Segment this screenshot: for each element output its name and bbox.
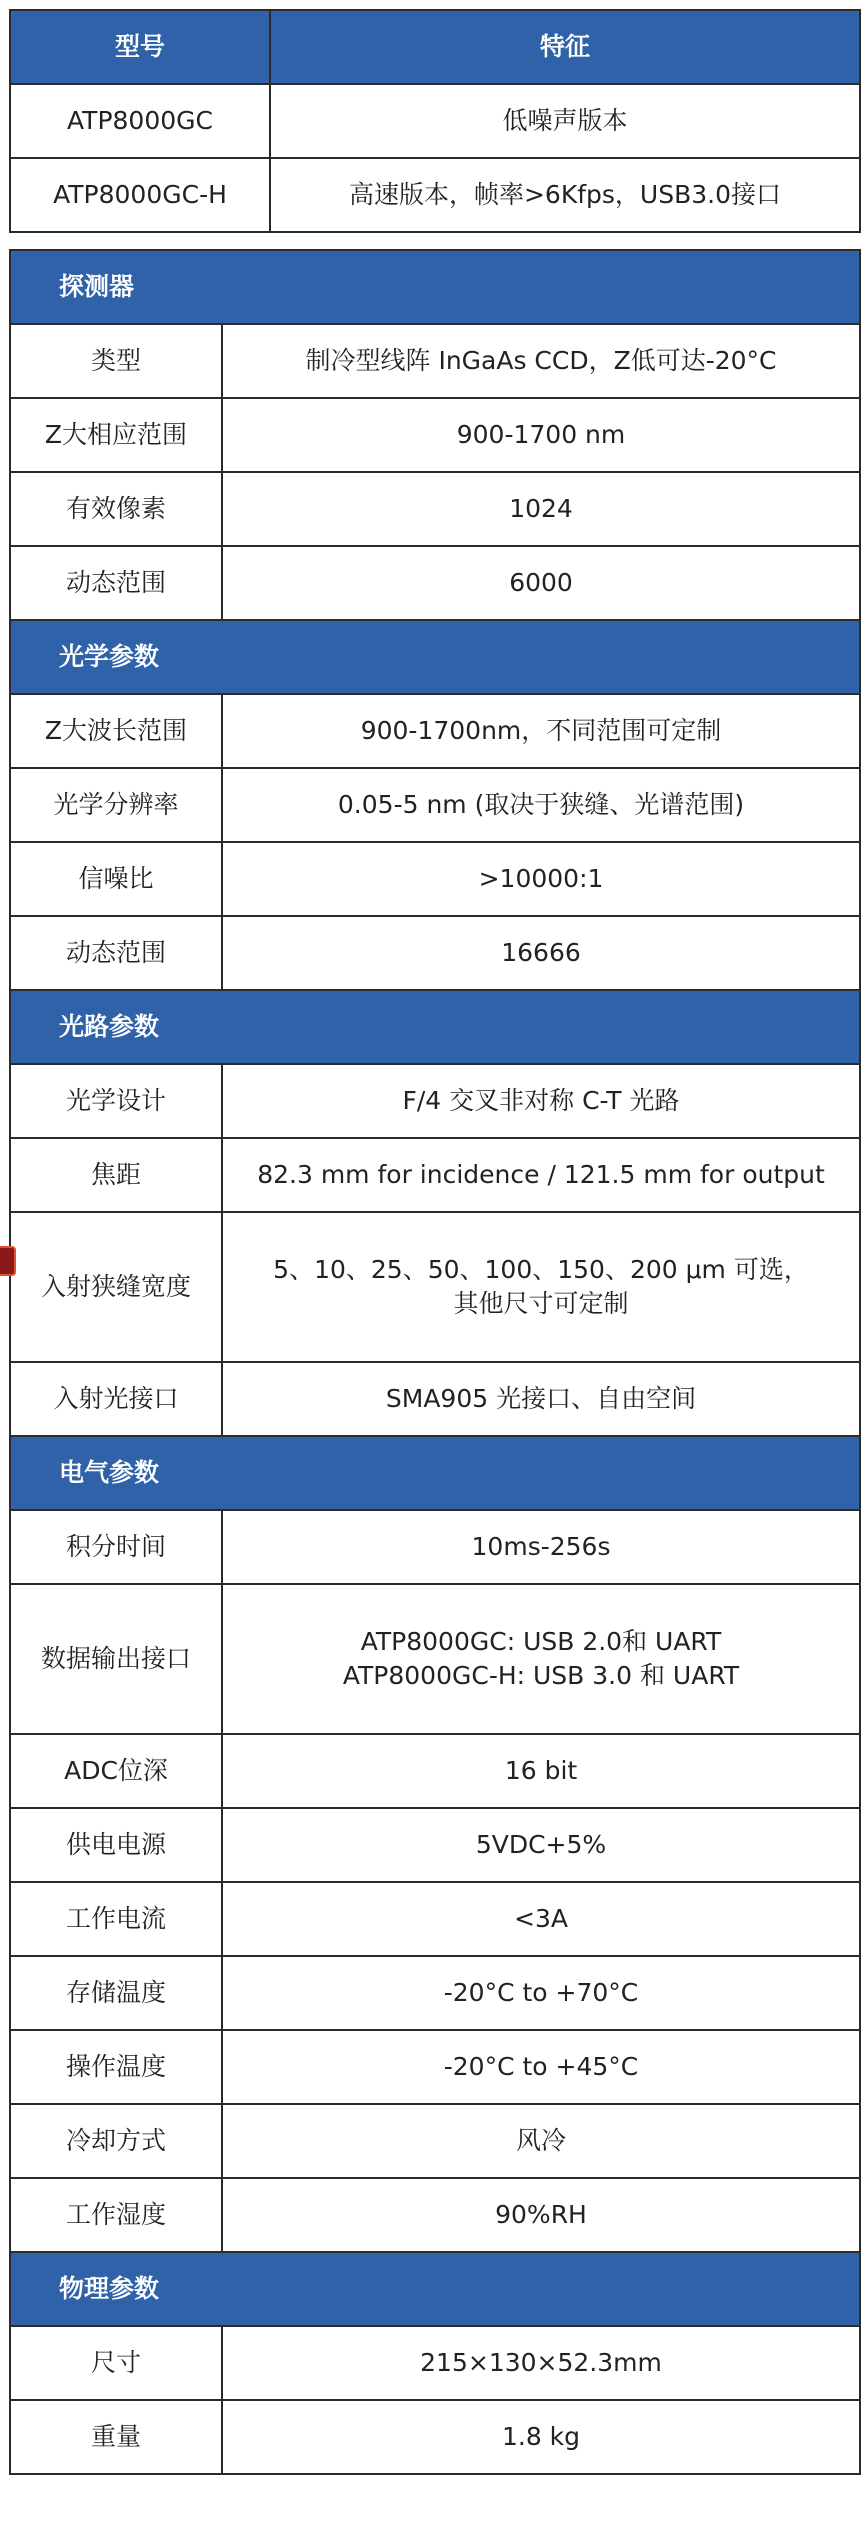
- spec-label: 工作湿度: [10, 2178, 222, 2252]
- table-row: [10, 1212, 860, 1362]
- spec-value: 5VDC+5%: [222, 1808, 860, 1882]
- table-row: [10, 2400, 860, 2474]
- model-feature: 低噪声版本: [270, 84, 860, 158]
- spec-value: 6000: [222, 546, 860, 620]
- spec-table: [9, 249, 861, 2475]
- table-row: [10, 842, 860, 916]
- spec-label: 动态范围: [10, 916, 222, 990]
- spec-label: 存储温度: [10, 1956, 222, 2030]
- edge-marker: [0, 1246, 16, 1276]
- section-header: [10, 2252, 860, 2326]
- spec-value: 1024: [222, 472, 860, 546]
- table-row: [10, 546, 860, 620]
- spec-label: 动态范围: [10, 546, 222, 620]
- table-row: [10, 916, 860, 990]
- spec-label: 有效像素: [10, 472, 222, 546]
- spec-value: -20°C to +70°C: [222, 1956, 860, 2030]
- spec-value-line: 5、10、25、50、100、150、200 μm 可选，: [273, 1255, 809, 1284]
- spec-label: 入射狭缝宽度: [10, 1212, 222, 1362]
- table-row: [10, 1808, 860, 1882]
- spec-label: 供电电源: [10, 1808, 222, 1882]
- spec-label: Z大波长范围: [10, 694, 222, 768]
- spec-value: 215×130×52.3mm: [222, 2326, 860, 2400]
- model-name: ATP8000GC-H: [10, 158, 270, 232]
- table-row: [10, 84, 860, 158]
- spec-value: 16666: [222, 916, 860, 990]
- header-model: 型号: [10, 10, 270, 84]
- table-row: [10, 1734, 860, 1808]
- spec-value: F/4 交叉非对称 C-T 光路: [222, 1064, 860, 1138]
- table-row: [10, 472, 860, 546]
- table-row: [10, 1510, 860, 1584]
- model-name: ATP8000GC: [10, 84, 270, 158]
- table-row: [10, 2178, 860, 2252]
- spec-label: 工作电流: [10, 1882, 222, 1956]
- spec-value: 0.05-5 nm (取决于狭缝、光谱范围): [222, 768, 860, 842]
- spec-label: Z大相应范围: [10, 398, 222, 472]
- table-row: [10, 398, 860, 472]
- spec-label: 重量: [10, 2400, 222, 2474]
- spec-label: ADC位深: [10, 1734, 222, 1808]
- spec-value: 16 bit: [222, 1734, 860, 1808]
- spec-label: 操作温度: [10, 2030, 222, 2104]
- table-row: [10, 1064, 860, 1138]
- spec-value: 制冷型线阵 InGaAs CCD，Z低可达-20°C: [222, 324, 860, 398]
- section-title: 探测器: [10, 250, 860, 324]
- section-title: 光学参数: [10, 620, 860, 694]
- spec-value: 90%RH: [222, 2178, 860, 2252]
- section-header: [10, 990, 860, 1064]
- table-row: [10, 2326, 860, 2400]
- spec-label: 入射光接口: [10, 1362, 222, 1436]
- spec-value: [222, 1584, 860, 1734]
- spec-value: SMA905 光接口、自由空间: [222, 1362, 860, 1436]
- spec-value: >10000:1: [222, 842, 860, 916]
- spec-value: 1.8 kg: [222, 2400, 860, 2474]
- table-row: [10, 768, 860, 842]
- header-feature: 特征: [270, 10, 860, 84]
- model-table: [9, 9, 861, 233]
- spec-value: 900-1700 nm: [222, 398, 860, 472]
- spec-value: 10ms-256s: [222, 1510, 860, 1584]
- section-title: 电气参数: [10, 1436, 860, 1510]
- spec-label: 冷却方式: [10, 2104, 222, 2178]
- spec-label: 焦距: [10, 1138, 222, 1212]
- table-row: [10, 1882, 860, 1956]
- table-row: [10, 694, 860, 768]
- spec-value: -20°C to +45°C: [222, 2030, 860, 2104]
- table-row: [10, 2030, 860, 2104]
- table-row: [10, 1584, 860, 1734]
- spec-value: 82.3 mm for incidence / 121.5 mm for output: [222, 1138, 860, 1212]
- spec-value-line: 其他尺寸可定制: [453, 1289, 629, 1318]
- model-feature: 高速版本，帧率>6Kfps，USB3.0接口: [270, 158, 860, 232]
- spec-label: 光学分辨率: [10, 768, 222, 842]
- section-title: 光路参数: [10, 990, 860, 1064]
- table-row: [10, 324, 860, 398]
- spec-value: <3A: [222, 1882, 860, 1956]
- spec-value: 风冷: [222, 2104, 860, 2178]
- spec-label: 积分时间: [10, 1510, 222, 1584]
- spec-label: 信噪比: [10, 842, 222, 916]
- table-row: [10, 1138, 860, 1212]
- spec-label: 尺寸: [10, 2326, 222, 2400]
- table-row: [10, 1362, 860, 1436]
- spec-value-line: ATP8000GC: USB 2.0和 UART: [360, 1627, 722, 1656]
- section-title: 物理参数: [10, 2252, 860, 2326]
- table-row: [10, 158, 860, 232]
- table-row: [10, 2104, 860, 2178]
- model-table-header: [10, 10, 860, 84]
- spec-label: 光学设计: [10, 1064, 222, 1138]
- section-header: [10, 1436, 860, 1510]
- table-row: [10, 1956, 860, 2030]
- section-header: [10, 250, 860, 324]
- spec-value: [222, 1212, 860, 1362]
- spec-value-line: ATP8000GC-H: USB 3.0 和 UART: [342, 1661, 740, 1690]
- spec-label: 类型: [10, 324, 222, 398]
- spec-label: 数据输出接口: [10, 1584, 222, 1734]
- spec-value: 900-1700nm，不同范围可定制: [222, 694, 860, 768]
- section-header: [10, 620, 860, 694]
